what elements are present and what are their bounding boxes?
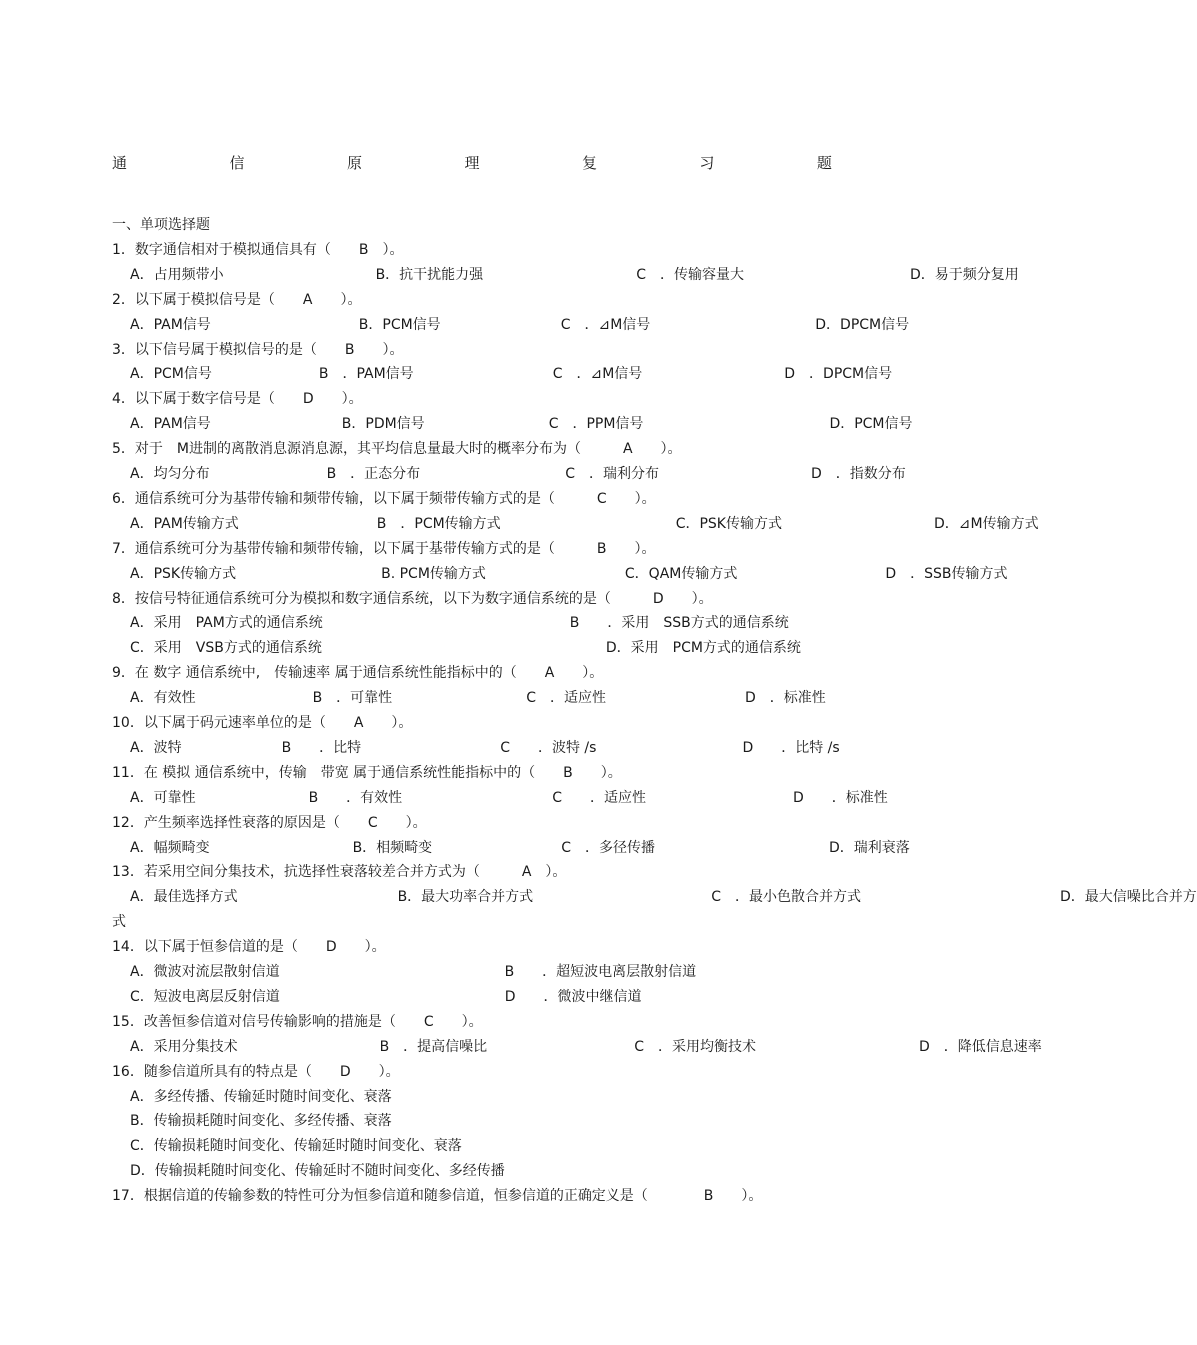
option-choice: D ．比特 /s (742, 739, 840, 756)
option-choice: A．PAM传输方式 (130, 515, 239, 532)
option-choice: D ．DPCM信号 (784, 366, 893, 383)
wrapped-text: 式 (112, 914, 126, 931)
question-text: 16．随参信道所具有的特点是（ D ）。 (112, 1063, 400, 1080)
option-choice: C ．瑞利分布 (565, 466, 659, 482)
question-text: 11．在 模拟 通信系统中，传输 带宽 属于通信系统性能指标中的（ B ）。 (112, 764, 622, 781)
option-choice: A．PSK传输方式 (130, 565, 237, 582)
option-row (130, 564, 1008, 584)
option-choice: D．最大信噪比合并方 (1059, 889, 1197, 906)
question-text: 4．以下属于数字信号是（ D ）。 (112, 391, 363, 408)
option-choice: B ．PCM传输方式 (376, 515, 501, 532)
option-row (130, 887, 1197, 907)
option-choice: D．采用 PCM方式的通信系统 (605, 640, 801, 657)
option-choice: D ．SSB传输方式 (885, 565, 1008, 582)
question-text: 5．对于 M进制的离散消息源消息源，其平均信息量最大时的概率分布为（ A ）。 (112, 441, 682, 458)
option-choice: D．DPCM信号 (815, 316, 910, 333)
question-text: 10．以下属于码元速率单位的是（ A ）。 (112, 715, 413, 731)
option-choice: A．多经传播、传输延时随时间变化、衰落 (130, 1088, 392, 1105)
option-row (130, 1111, 830, 1131)
option-row (130, 962, 830, 982)
option-choice: C．PSK传输方式 (675, 515, 782, 532)
option-choice: A．最佳选择方式 (130, 889, 238, 906)
option-choice: B．传输损耗随时间变化、多经传播、衰落 (130, 1113, 392, 1130)
option-choice: C ．传输容量大 (636, 266, 744, 283)
option-row (130, 688, 830, 708)
question-text: 1．数字通信相对于模拟通信具有（ B ）。 (112, 241, 404, 258)
option-choice: A．占用频带小 (130, 266, 224, 283)
question-text: 9．在 数字 通信系统中, 传输速率 属于通信系统性能指标中的（ A ）。 (112, 665, 604, 682)
option-choice: B ．提高信噪比 (379, 1038, 488, 1055)
option-choice: D．瑞利衰落 (828, 839, 910, 856)
option-choice: A．幅频畸变 (130, 839, 210, 856)
question-text: 15．改善恒参信道对信号传输影响的措施是（ C ）。 (112, 1013, 483, 1030)
question-text: 6．通信系统可分为基带传输和频带传输，以下属于频带传输方式的是（ C ）。 (112, 490, 656, 507)
option-choice: B ．比特 (281, 739, 362, 756)
option-row (130, 265, 1019, 285)
option-row (130, 364, 893, 384)
option-row (130, 738, 840, 758)
option-choice: C ．波特 /s (500, 739, 597, 756)
option-choice: D．易于频分复用 (909, 266, 1019, 283)
option-row (130, 788, 888, 808)
section-heading: 一、单项选择题 (112, 217, 210, 233)
option-choice: A．PAM信号 (130, 416, 211, 433)
option-choice: A．PAM信号 (130, 316, 211, 333)
option-choice: A．采用分集技术 (130, 1038, 238, 1055)
option-choice: D ．降低信息速率 (918, 1038, 1042, 1055)
option-choice: B．抗干扰能力强 (375, 266, 484, 283)
option-row (130, 638, 830, 658)
option-row (130, 464, 906, 484)
option-choice: C ．多径传播 (561, 839, 655, 856)
option-choice: D ．标准性 (792, 789, 888, 806)
option-choice: C．传输损耗随时间变化、传输延时随时间变化、衰落 (130, 1138, 462, 1155)
option-choice: C．QAM传输方式 (624, 565, 738, 582)
option-row (130, 1136, 830, 1156)
option-choice: C．采用 VSB方式的通信系统 (130, 640, 322, 657)
option-choice: B ．可靠性 (312, 690, 393, 707)
option-row (130, 1087, 830, 1107)
question-text: 8．按信号特征通信系统可分为模拟和数字通信系统，以下为数字通信系统的是（ D ）。 (112, 590, 713, 607)
option-choice: C ．最小色散合并方式 (711, 889, 861, 906)
question-text: 7．通信系统可分为基带传输和频带传输，以下属于基带传输方式的是（ B ）。 (112, 540, 656, 557)
option-row (130, 613, 830, 633)
option-choice: B．最大功率合并方式 (397, 889, 534, 906)
option-row (130, 514, 1039, 534)
option-choice: D ．标准性 (744, 690, 826, 707)
option-choice: D．PCM信号 (829, 416, 913, 433)
option-choice: A．均匀分布 (130, 466, 210, 482)
option-choice: D ．指数分布 (810, 466, 906, 482)
title-char: 信 (229, 154, 245, 172)
option-choice: D ．微波中继信道 (504, 988, 642, 1005)
question-text: 12．产生频率选择性衰落的原因是（ C ）。 (112, 814, 427, 831)
question-text: 17．根据信道的传输参数的特性可分为恒参信道和随参信道，恒参信道的正确定义是（ B ）。 (112, 1188, 763, 1205)
option-choice: C ．适应性 (552, 789, 646, 806)
option-choice: B．PCM信号 (358, 316, 441, 333)
document-title (112, 152, 832, 176)
option-choice: C ．⊿M信号 (560, 316, 651, 333)
option-choice: B ．超短波电离层散射信道 (504, 964, 697, 980)
option-choice: B ．有效性 (308, 789, 403, 806)
question-text: 3．以下信号属于模拟信号的是（ B ）。 (112, 341, 404, 358)
option-choice: A．微波对流层散射信道 (130, 964, 280, 980)
option-choice: B ．采用 SSB方式的通信系统 (569, 615, 789, 632)
option-row (130, 838, 910, 858)
title-char: 原 (346, 154, 362, 172)
option-row (130, 414, 913, 434)
title-char: 通 (112, 154, 128, 172)
option-row (130, 1161, 830, 1181)
title-char: 复 (581, 154, 597, 172)
option-row (130, 987, 830, 1007)
option-choice: C ．适应性 (526, 690, 606, 707)
option-choice: B．相频畸变 (352, 839, 433, 856)
option-row (130, 315, 910, 335)
option-choice: A．采用 PAM方式的通信系统 (130, 615, 323, 632)
option-choice: C ．采用均衡技术 (634, 1038, 756, 1055)
option-choice: C．短波电离层反射信道 (130, 988, 280, 1005)
option-choice: A．PCM信号 (130, 366, 212, 383)
option-choice: A．波特 (130, 739, 182, 756)
option-choice: A．有效性 (130, 690, 196, 707)
option-row (130, 1037, 1042, 1057)
option-choice: D．传输损耗随时间变化、传输延时不随时间变化、多经传播 (130, 1163, 505, 1180)
title-char: 理 (464, 154, 480, 172)
option-choice: B ．正态分布 (326, 466, 421, 482)
option-choice: B ．PAM信号 (318, 366, 414, 383)
option-choice: C ．PPM信号 (548, 416, 644, 433)
question-text: 2．以下属于模拟信号是（ A ）。 (112, 291, 362, 308)
title-char: 习 (699, 154, 715, 172)
question-text: 14．以下属于恒参信道的是（ D ）。 (112, 939, 386, 956)
option-choice: B．PDM信号 (341, 416, 425, 433)
option-choice: C ．⊿M信号 (552, 366, 643, 383)
option-choice: B. PCM传输方式 (381, 565, 486, 582)
question-text: 13．若采用空间分集技术，抗选择性衰落较差合并方式为（ A ）。 (112, 864, 567, 881)
option-choice: D．⊿M传输方式 (933, 515, 1039, 532)
title-char: 题 (816, 154, 832, 172)
option-choice: A．可靠性 (130, 789, 196, 806)
